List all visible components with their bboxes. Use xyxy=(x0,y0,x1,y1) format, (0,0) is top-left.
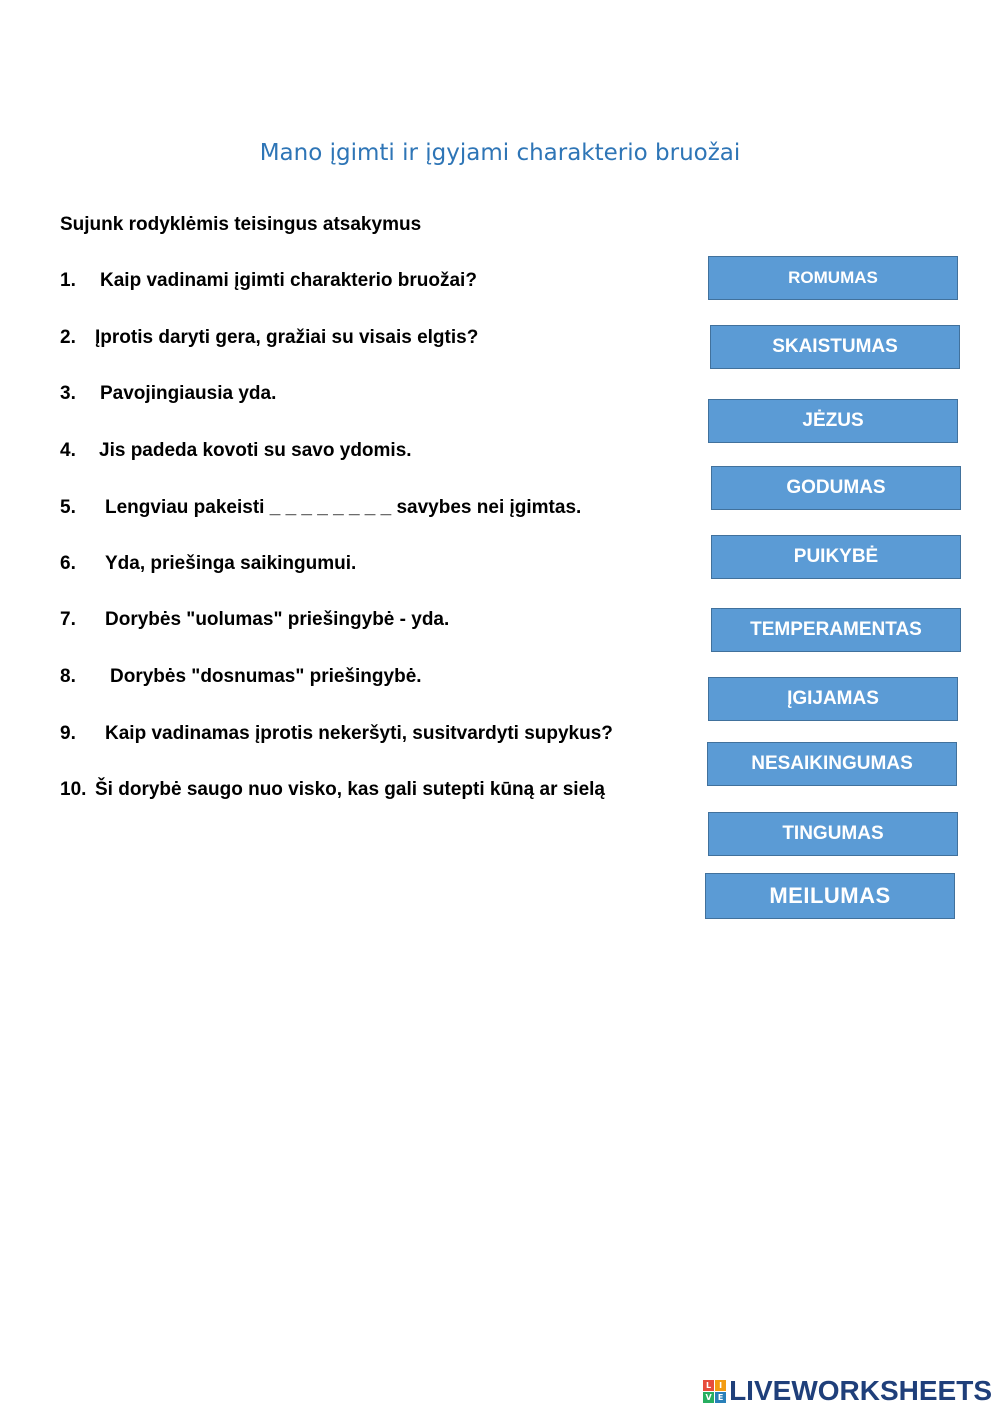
question-text: Kaip vadinami įgimti charakterio bruožai? xyxy=(100,270,477,291)
question-item xyxy=(60,609,449,631)
question-text: Yda, priešinga saikingumui. xyxy=(105,553,357,574)
question-number: 5. xyxy=(60,497,76,518)
answer-box-skaistumas[interactable]: SKAISTUMAS xyxy=(710,325,960,369)
question-number: 2. xyxy=(60,327,76,348)
worksheet-title: Mano įgimti ir įgyjami charakterio bruožai xyxy=(259,140,741,166)
question-text: Jis padeda kovoti su savo ydomis. xyxy=(99,440,412,461)
question-text: Įprotis daryti gera, gražiai su visais elgtis? xyxy=(95,327,479,348)
question-number: 8. xyxy=(60,666,76,687)
question-number: 7. xyxy=(60,609,76,630)
question-number: 4. xyxy=(60,440,76,461)
liveworksheets-logo xyxy=(703,1375,992,1407)
question-text: Pavojingiausia yda. xyxy=(100,383,277,404)
question-item xyxy=(60,383,276,405)
question-item xyxy=(60,440,412,462)
question-text: Ši dorybė saugo nuo visko, kas gali sutepti kūną ar sielą xyxy=(95,779,605,800)
answer-box-meilumas[interactable]: MEILUMAS xyxy=(705,873,955,919)
answer-box-romumas[interactable]: ROMUMAS xyxy=(708,256,958,300)
answer-box-godumas[interactable]: GODUMAS xyxy=(711,466,961,510)
question-item xyxy=(60,553,356,575)
question-text: Lengviau pakeisti _ _ _ _ _ _ _ _ savybes nei įgimtas. xyxy=(105,497,582,518)
question-item xyxy=(60,327,478,349)
question-item xyxy=(60,723,613,745)
question-text: Kaip vadinamas įprotis nekeršyti, susitvardyti supykus? xyxy=(105,723,613,744)
answer-box-temperamentas[interactable]: TEMPERAMENTAS xyxy=(711,608,961,652)
question-item xyxy=(60,779,605,801)
answer-box-puikybe[interactable]: PUIKYBĖ xyxy=(711,535,961,579)
question-text: Dorybės "dosnumas" priešingybė. xyxy=(110,666,422,687)
question-number: 10. xyxy=(60,779,87,800)
question-number: 1. xyxy=(60,270,76,291)
question-item xyxy=(60,270,477,292)
question-number: 3. xyxy=(60,383,76,404)
question-text: Dorybės "uolumas" priešingybė - yda. xyxy=(105,609,450,630)
logo-text: LIVEWORKSHEETS xyxy=(729,1375,992,1406)
answer-box-tingumas[interactable]: TINGUMAS xyxy=(708,812,958,856)
answer-box-nesaikingumas[interactable]: NESAIKINGUMAS xyxy=(707,742,957,786)
answer-box-jezus[interactable]: JĖZUS xyxy=(708,399,958,443)
question-number: 6. xyxy=(60,553,76,574)
answer-box-igijamas[interactable]: ĮGIJAMAS xyxy=(708,677,958,721)
question-number: 9. xyxy=(60,723,76,744)
logo-mark-icon: L I V E xyxy=(703,1380,726,1403)
instruction-text: Sujunk rodyklėmis teisingus atsakymus xyxy=(60,214,422,235)
question-item xyxy=(60,497,581,519)
question-item xyxy=(60,666,422,688)
